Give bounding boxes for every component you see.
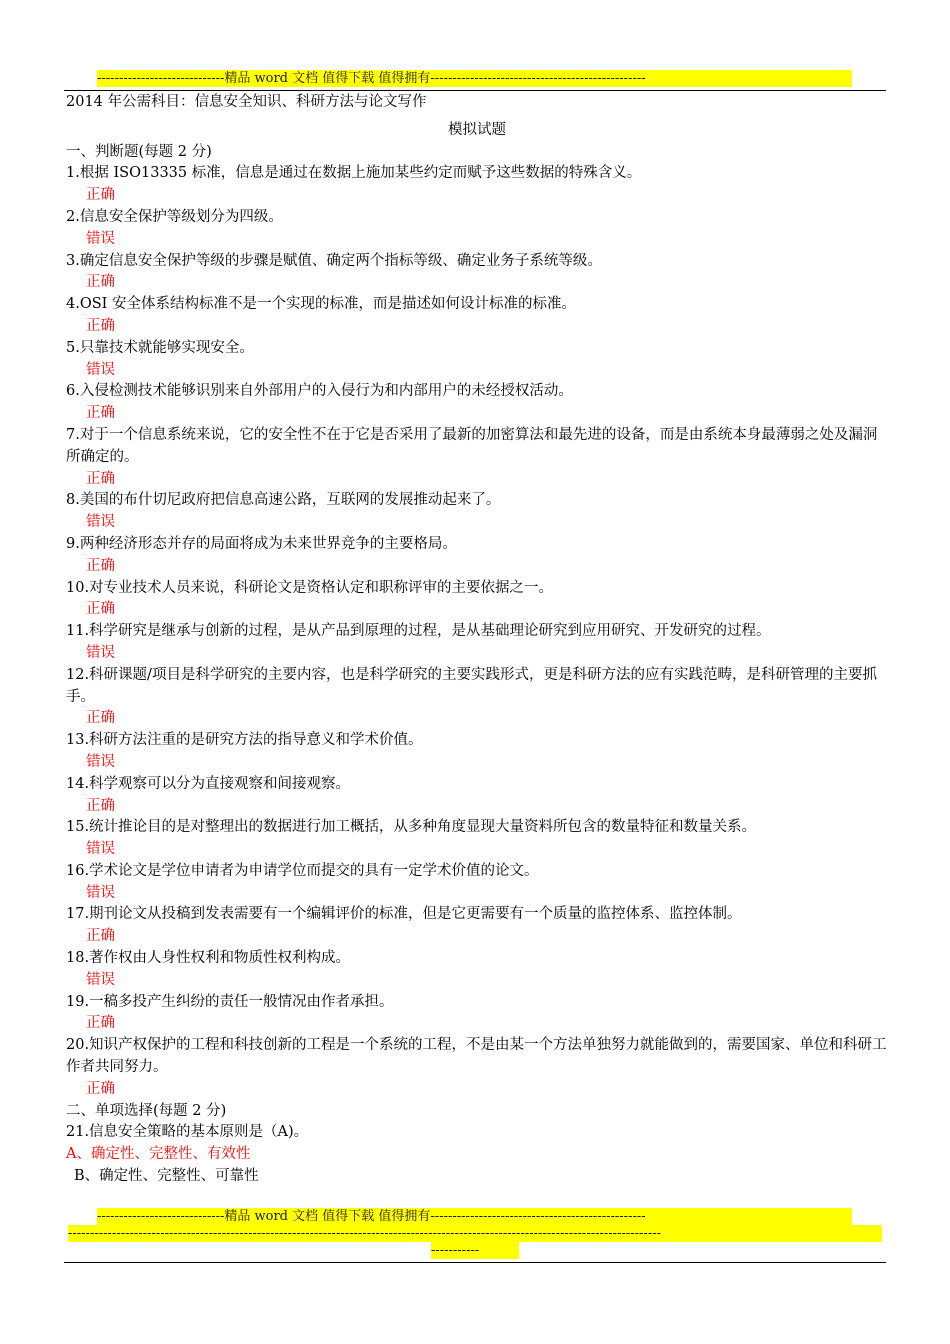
answer-label: 正确	[86, 928, 115, 945]
header-banner: -----------------------------精品 word 文档 值得下载 值得拥有-------------------------------------------------	[97, 70, 852, 87]
document-body	[66, 92, 888, 1188]
answer-label: 正确	[86, 405, 115, 422]
answer-label: 正确	[86, 274, 115, 291]
answer-label: 正确	[86, 187, 115, 204]
answer-label: 错误	[86, 514, 115, 531]
question-text: 17.期刊论文从投稿到发表需要有一个编辑评价的标准，但是它更需要有一个质量的监控体系、监控体制。	[66, 906, 742, 923]
option-b: B、确定性、完整性、可靠性	[74, 1168, 259, 1185]
answer-label: 正确	[86, 470, 115, 487]
answer-label: 正确	[86, 317, 115, 334]
subject-line: 2014 年公需科目：信息安全知识、科研方法与论文写作	[66, 94, 427, 110]
option-a-correct: A、确定性、完整性、有效性	[66, 1146, 251, 1163]
question-text: 6.入侵检测技术能够识别来自外部用户的入侵行为和内部用户的未经授权活动。	[66, 383, 573, 400]
question-text: 21.信息安全策略的基本原则是（A)。	[66, 1124, 309, 1141]
answer-label: 错误	[86, 230, 115, 247]
question-text: 5.只靠技术就能够实现安全。	[66, 339, 254, 356]
question-text: 2.信息安全保护等级划分为四级。	[66, 208, 283, 225]
question-text: 18.著作权由人身性权利和物质性权利构成。	[66, 950, 351, 967]
question-text: 12.科研课题/项目是科学研究的主要内容，也是科学研究的主要实践形式，更是科研方法的应有实践范畴，是科研管理的主要抓手。	[66, 666, 877, 705]
answer-label: 正确	[86, 601, 115, 618]
section-heading-single-choice: 二、单项选择(每题 2 分)	[66, 1102, 227, 1119]
question-text: 16.学术论文是学位申请者为申请学位而提交的具有一定学术价值的论文。	[66, 862, 539, 879]
answer-label: 正确	[86, 797, 115, 814]
question-text: 11.科学研究是继承与创新的过程，是从产品到原理的过程，是从基础理论研究到应用研究、开发研究的过程。	[66, 623, 771, 640]
question-text: 14.科学观察可以分为直接观察和间接观察。	[66, 775, 351, 792]
footer-rule	[64, 1262, 886, 1263]
answer-label: 错误	[86, 753, 115, 770]
answer-label: 错误	[86, 971, 115, 988]
question-list	[66, 163, 888, 1100]
answer-label: 正确	[86, 557, 115, 574]
answer-label: 正确	[86, 1080, 115, 1097]
header-rule	[64, 90, 886, 91]
answer-label: 正确	[86, 1015, 115, 1032]
question-text: 15.统计推论目的是对整理出的数据进行加工概括，从多种角度显现大量资料所包含的数量特征和数量关系。	[66, 819, 757, 836]
page-title: 模拟试题	[448, 121, 506, 138]
answer-label: 错误	[86, 841, 115, 858]
answer-label: 正确	[86, 710, 115, 727]
footer-banner-dashes-end: -----------	[431, 1242, 519, 1259]
question-text: 13.科研方法注重的是研究方法的指导意义和学术价值。	[66, 732, 423, 749]
footer-banner: -----------------------------精品 word 文档 值得下载 值得拥有-------------------------------------------------	[97, 1208, 852, 1225]
question-text: 4.OSI 安全体系结构标准不是一个实现的标准，而是描述如何设计标准的标准。	[66, 296, 576, 313]
question-text: 1.根据 ISO13335 标准，信息是通过在数据上施加某些约定而赋予这些数据的特殊含义。	[66, 165, 642, 182]
section-heading-judgement: 一、判断题(每题 2 分)	[66, 143, 212, 160]
question-text: 8.美国的布什切尼政府把信息高速公路，互联网的发展推动起来了。	[66, 492, 501, 509]
answer-label: 错误	[86, 884, 115, 901]
answer-label: 错误	[86, 361, 115, 378]
question-text: 7.对于一个信息系统来说，它的安全性不在于它是否采用了最新的加密算法和最先进的设备，而是由系统本身最薄弱之处及漏洞所确定的。	[66, 426, 878, 465]
question-text: 3.确定信息安全保护等级的步骤是赋值、确定两个指标等级、确定业务子系统等级。	[66, 252, 602, 269]
answer-label: 错误	[86, 644, 115, 661]
question-text: 20.知识产权保护的工程和科技创新的工程是一个系统的工程，不是由某一个方法单独努力就能做到的，需要国家、单位和科研工作者共同努力。	[66, 1037, 887, 1076]
question-text: 9.两种经济形态并存的局面将成为未来世界竞争的主要格局。	[66, 535, 457, 552]
question-text: 10.对专业技术人员来说，科研论文是资格认定和职称评审的主要依据之一。	[66, 579, 554, 596]
question-text: 19.一稿多投产生纠纷的责任一般情况由作者承担。	[66, 993, 394, 1010]
footer-banner-dashes: ---------------------------------------------------------------------------------------------------------------------------------------	[68, 1225, 882, 1242]
